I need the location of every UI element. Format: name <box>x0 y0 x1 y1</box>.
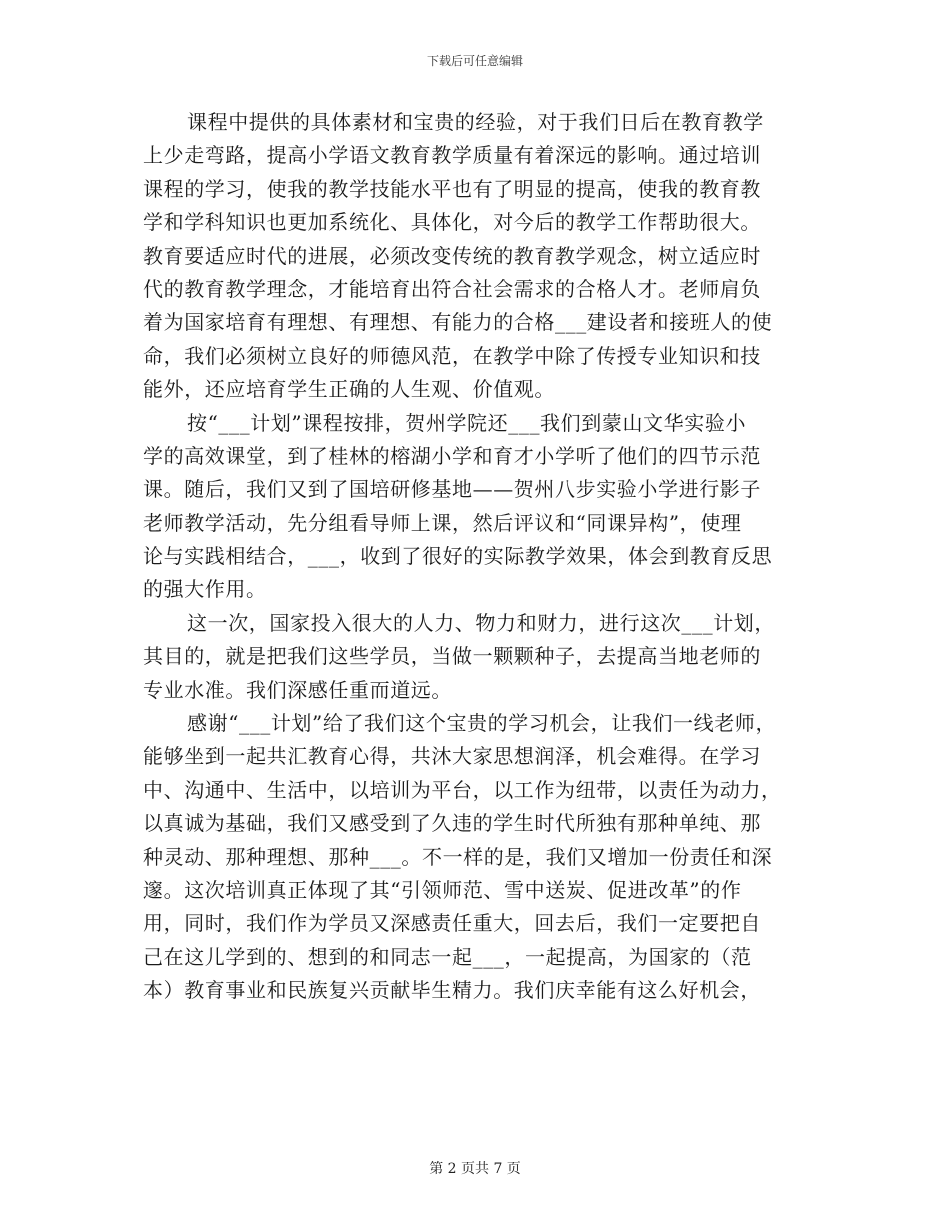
text-line: 着为国家培育有理想、有理想、有能力的合格___建设者和接班人的使 <box>143 310 773 335</box>
document-body <box>143 106 809 1008</box>
text-line: 学和学科知识也更加系统化、具体化，对今后的教学工作帮助很大。 <box>143 210 761 235</box>
text-line: 论与实践相结合，___，收到了很好的实际教学效果，体会到教育反思 <box>143 544 773 569</box>
text-line: 课程的学习，使我的教学技能水平也有了明显的提高，使我的教育教 <box>143 176 761 201</box>
text-line: 其目的，就是把我们这些学员，当做一颗颗种子，去提高当地老师的 <box>143 644 761 669</box>
page-header: 下载后可任意编辑 <box>426 54 523 68</box>
text-line: 种灵动、那种理想、那种___。不一样的是，我们又增加一份责任和深 <box>143 844 773 869</box>
text-line: 以真诚为基础，我们又感受到了久违的学生时代所独有那种单纯、那 <box>143 811 761 836</box>
text-line: 本）教育事业和民族复兴贡献毕生精力。我们庆幸能有这么好机会， <box>143 978 761 1003</box>
text-line: 这一次，国家投入很大的人力、物力和财力，进行这次___计划， <box>187 610 775 635</box>
text-line: 邃。这次培训真正体现了其“引领师范、雪中送炭、促进改革”的作 <box>143 877 742 902</box>
text-line: 代的教育教学理念，才能培育出符合社会需求的合格人才。老师肩负 <box>143 276 761 301</box>
text-line: 感谢“___计划”给了我们这个宝贵的学习机会，让我们一线老师， <box>187 711 777 736</box>
text-line: 课程中提供的具体素材和宝贵的经验，对于我们日后在教育教学 <box>187 110 764 134</box>
text-line: 中、沟通中、生活中，以培训为平台，以工作为纽带，以责任为动力， <box>143 777 782 802</box>
text-line: 己在这儿学到的、想到的和同志一起___，一起提高，为国家的（范 <box>143 944 752 969</box>
text-line: 学的高效课堂，到了桂林的榕湖小学和育才小学听了他们的四节示范 <box>143 443 761 468</box>
text-line: 教育要适应时代的进展，必须改变传统的教育教学观念，树立适应时 <box>143 243 761 268</box>
text-line: 老师教学活动，先分组看导师上课，然后评议和“同课异构”，使理 <box>143 510 742 535</box>
text-line: 按“___计划”课程按排，贺州学院还___我们到蒙山文华实验小 <box>187 410 747 435</box>
page-footer: 第 2 页共 7 页 <box>429 1161 521 1177</box>
text-line: 命，我们必须树立良好的师德风范，在教学中除了传授专业知识和技 <box>143 343 761 368</box>
text-line: 能外，还应培育学生正确的人生观、价值观。 <box>143 377 555 402</box>
text-line: 能够坐到一起共汇教育心得，共沐大家思想润泽，机会难得。在学习 <box>143 744 761 769</box>
text-line: 专业水准。我们深感任重而道远。 <box>143 677 452 702</box>
text-line: 课。随后，我们又到了国培研修基地——贺州八步实验小学进行影子 <box>143 477 761 502</box>
text-line: 用，同时，我们作为学员又深感责任重大，回去后，我们一定要把自 <box>143 911 761 936</box>
text-line: 上少走弯路，提高小学语文教育教学质量有着深远的影响。通过培训 <box>143 143 761 168</box>
text-line: 的强大作用。 <box>143 577 267 602</box>
